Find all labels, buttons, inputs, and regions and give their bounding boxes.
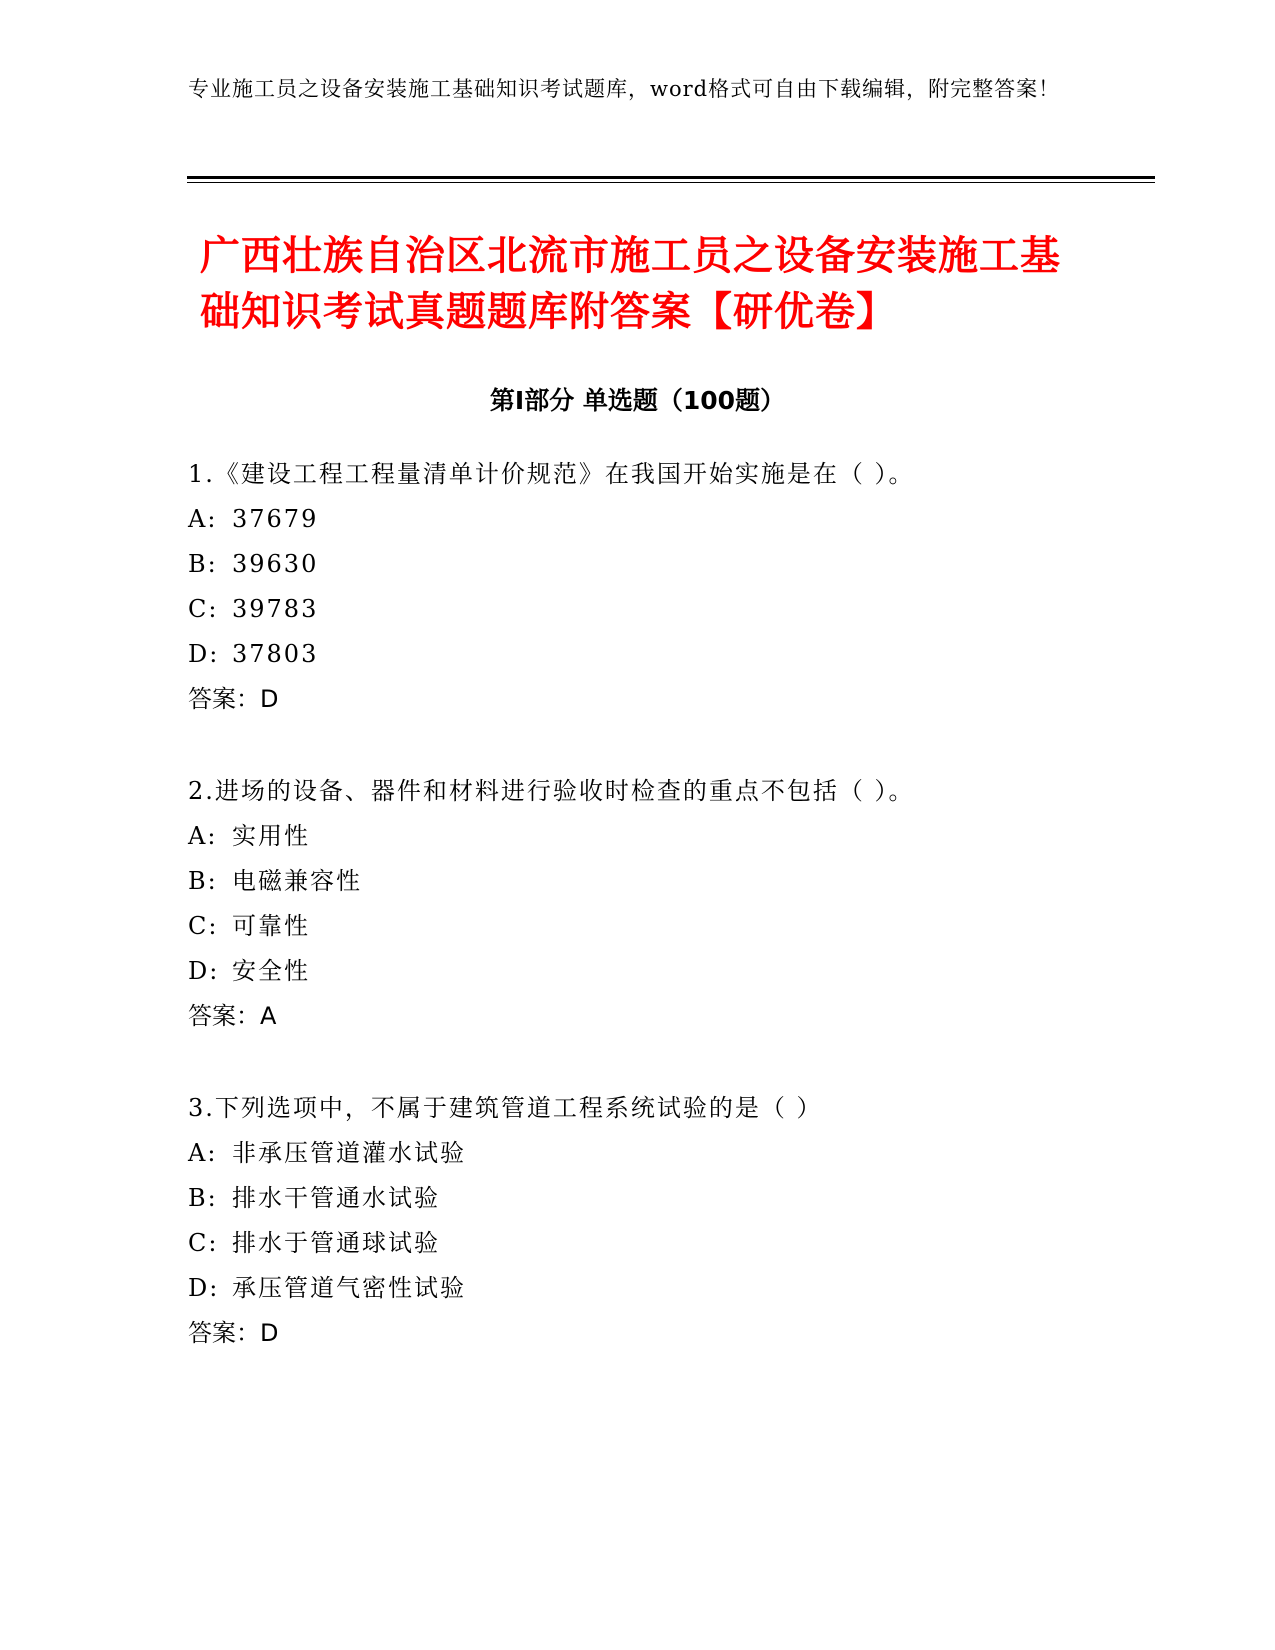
option-c (188, 1221, 1128, 1266)
question-stem: 3.下列选项中，不属于建筑管道工程系统试验的是（ ） (188, 1094, 823, 1122)
option-d (188, 632, 1128, 677)
option-letter: A: (188, 822, 218, 850)
option-letter: B: (188, 1184, 218, 1212)
question-stem: 1.《建设工程工程量清单计价规范》在我国开始实施是在（ ）。 (188, 460, 915, 488)
question-stem: 2.进场的设备、器件和材料进行验收时检查的重点不包括（ ）。 (188, 777, 915, 805)
option-a (188, 497, 1128, 542)
answer: 答案：D (188, 1319, 279, 1347)
option-b (188, 542, 1128, 587)
option-text: 电磁兼容性 (232, 867, 362, 895)
option-letter: D: (188, 957, 220, 985)
section-title: 第Ⅰ部分 单选题（100题） (489, 386, 786, 415)
option-letter: C: (188, 1229, 219, 1257)
option-text: 实用性 (232, 822, 310, 850)
option-text: 39783 (232, 595, 319, 623)
header-rule-thick (187, 176, 1155, 179)
option-a (188, 1131, 1128, 1176)
option-text: 37803 (232, 640, 319, 668)
question-3 (188, 1086, 1128, 1356)
option-c (188, 587, 1128, 632)
answer: 答案：D (188, 685, 279, 713)
option-d (188, 1266, 1128, 1311)
option-text: 非承压管道灌水试验 (232, 1139, 466, 1167)
option-letter: B: (188, 867, 218, 895)
option-b (188, 859, 1128, 904)
option-letter: C: (188, 595, 219, 623)
question-1 (188, 452, 1128, 722)
option-text: 39630 (232, 550, 319, 578)
answer: 答案：A (188, 1002, 277, 1030)
option-letter: D: (188, 1274, 220, 1302)
option-letter: C: (188, 912, 219, 940)
option-letter: B: (188, 550, 218, 578)
option-c (188, 904, 1128, 949)
option-letter: A: (188, 1139, 218, 1167)
header-note: 专业施工员之设备安装施工基础知识考试题库，word格式可自由下载编辑，附完整答案！ (188, 77, 1061, 101)
option-text: 37679 (232, 505, 319, 533)
option-d (188, 949, 1128, 994)
question-2 (188, 769, 1128, 1039)
option-text: 安全性 (232, 957, 310, 985)
option-a (188, 814, 1128, 859)
header-rule-thin (187, 182, 1155, 183)
option-b (188, 1176, 1128, 1221)
document-title: 广西壮族自治区北流市施工员之设备安装施工基础知识考试真题题库附答案【研优卷】 (200, 233, 1061, 335)
option-letter: A: (188, 505, 218, 533)
option-letter: D: (188, 640, 220, 668)
option-text: 排水于管通球试验 (232, 1229, 440, 1257)
option-text: 可靠性 (232, 912, 310, 940)
option-text: 排水干管通水试验 (232, 1184, 440, 1212)
option-text: 承压管道气密性试验 (232, 1274, 466, 1302)
